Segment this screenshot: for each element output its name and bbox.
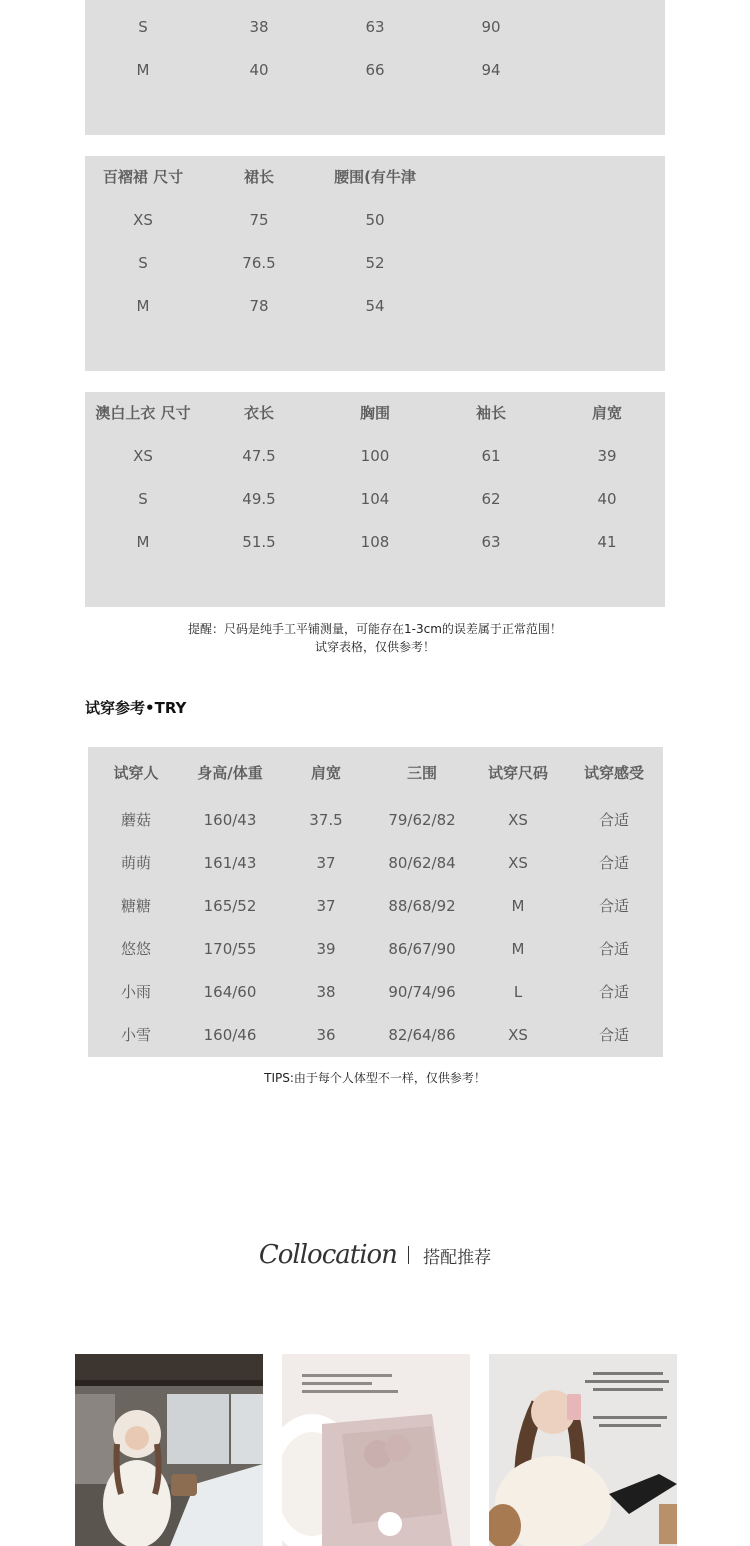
- table-cell: 86/67/90: [388, 940, 456, 958]
- table-cell: 161/43: [203, 854, 257, 872]
- photo-illustration: [282, 1354, 470, 1546]
- table-cell: XS: [508, 854, 528, 872]
- table-header-cell: 腰围(有牛津: [334, 168, 416, 186]
- table-cell: 62: [481, 490, 501, 508]
- table-cell: 小雪: [120, 1026, 151, 1044]
- table-cell: XS: [133, 211, 153, 229]
- table-cell: 104: [360, 490, 390, 508]
- table-cell: 90/74/96: [388, 983, 456, 1001]
- table-header-cell: 三围: [406, 764, 437, 782]
- table-cell: 37.5: [309, 811, 343, 829]
- table-header-row: [85, 392, 665, 435]
- table-header-cell: 试穿感受: [583, 764, 644, 782]
- table-cell: M: [136, 297, 150, 315]
- table-cell: 79/62/82: [388, 811, 456, 829]
- table-cell: 160/46: [203, 1026, 257, 1044]
- table-cell: 76.5: [242, 254, 276, 272]
- table-cell: 88/68/92: [388, 897, 456, 915]
- table-cell: M: [511, 897, 525, 915]
- table-row: [88, 928, 663, 971]
- table-cell: 38: [249, 18, 269, 36]
- table-row: [88, 1014, 663, 1057]
- table-cell: 合适: [598, 854, 629, 872]
- table-header-row: [85, 156, 665, 199]
- table-header-cell: 身高/体重: [197, 764, 263, 782]
- pink-bag-with-fur-pompoms-photo[interactable]: [282, 1354, 470, 1546]
- table-cell: 54: [365, 297, 385, 315]
- collocation-script-title: Collocation: [258, 1240, 397, 1270]
- table-cell: S: [138, 18, 148, 36]
- table-cell: M: [511, 940, 525, 958]
- try-section-title: 试穿参考•TRY: [85, 699, 187, 717]
- table-cell: S: [138, 490, 148, 508]
- table-header-cell: 胸围: [359, 404, 390, 422]
- collocation-label: 搭配推荐: [423, 1247, 492, 1268]
- table-row: [85, 6, 665, 49]
- try-tips: TIPS:由于每个人体型不一样，仅供参考！: [264, 1071, 486, 1085]
- table-cell: 合适: [598, 811, 629, 829]
- table-cell: 合适: [598, 983, 629, 1001]
- table-cell: 51.5: [242, 533, 276, 551]
- table-cell: 39: [597, 447, 617, 465]
- table-cell: 160/43: [203, 811, 257, 829]
- measurement-note: 提醒：尺码是纯手工平铺测量，可能存在1-3cm的误差属于正常范围！: [188, 622, 562, 636]
- table-header-cell: 袖长: [475, 404, 506, 422]
- table-row: [88, 799, 663, 842]
- table-cell: S: [138, 254, 148, 272]
- table-cell: 49.5: [242, 490, 276, 508]
- table-row: [88, 971, 663, 1014]
- table-header-cell: 肩宽: [591, 404, 622, 422]
- table-cell: M: [136, 533, 150, 551]
- table-cell: 164/60: [203, 983, 257, 1001]
- table-cell: 63: [365, 18, 385, 36]
- table-row: [85, 521, 665, 564]
- table-header-cell: 澳白上衣 尺寸: [95, 404, 191, 422]
- table-cell: 80/62/84: [388, 854, 456, 872]
- model-in-fluffy-coat-selfie-photo[interactable]: [489, 1354, 677, 1546]
- table-cell: 37: [316, 854, 336, 872]
- table-cell: 36: [316, 1026, 336, 1044]
- table-cell: 39: [316, 940, 336, 958]
- table-cell: 40: [597, 490, 617, 508]
- table-cell: 糖糖: [120, 897, 151, 915]
- table-row: [85, 478, 665, 521]
- table-header-cell: 衣长: [243, 404, 274, 422]
- table-cell: 108: [360, 533, 390, 551]
- table-cell: 82/64/86: [388, 1026, 456, 1044]
- table-cell: 37: [316, 897, 336, 915]
- table-row: [88, 885, 663, 928]
- table-cell: XS: [508, 811, 528, 829]
- photo-illustration: [489, 1354, 677, 1546]
- size-table-1: [85, 0, 665, 135]
- table-cell: 蘑菇: [120, 811, 151, 829]
- table-header-cell: 试穿尺码: [487, 764, 548, 782]
- size-table-skirt: [85, 156, 665, 371]
- table-cell: 悠悠: [120, 940, 151, 958]
- table-cell: 66: [365, 61, 385, 79]
- table-cell: 小雨: [120, 983, 151, 1001]
- table-cell: 52: [365, 254, 385, 272]
- table-row: [85, 285, 665, 328]
- table-cell: 合适: [598, 1026, 629, 1044]
- try-table-note: 试穿表格，仅供参考！: [314, 640, 435, 654]
- model-in-white-puffer-coat-photo[interactable]: [75, 1354, 263, 1546]
- table-header-cell: 试穿人: [113, 764, 159, 782]
- table-cell: XS: [508, 1026, 528, 1044]
- table-row: [85, 242, 665, 285]
- table-cell: 合适: [598, 940, 629, 958]
- table-cell: 50: [365, 211, 385, 229]
- table-cell: 75: [249, 211, 269, 229]
- table-cell: 100: [360, 447, 390, 465]
- table-row: [85, 199, 665, 242]
- table-cell: 63: [481, 533, 501, 551]
- table-cell: 61: [481, 447, 501, 465]
- table-header-cell: 肩宽: [310, 764, 341, 782]
- table-cell: 38: [316, 983, 336, 1001]
- table-header-row: [88, 752, 663, 795]
- collocation-header: [0, 1240, 750, 1290]
- table-row: [85, 435, 665, 478]
- table-row: [85, 49, 665, 92]
- table-cell: 170/55: [203, 940, 257, 958]
- table-cell: 165/52: [203, 897, 257, 915]
- table-cell: 78: [249, 297, 269, 315]
- table-header-cell: 百褶裙 尺寸: [102, 168, 184, 186]
- table-header-cell: 裙长: [243, 168, 274, 186]
- table-cell: 94: [481, 61, 501, 79]
- table-cell: 90: [481, 18, 501, 36]
- table-cell: 41: [597, 533, 617, 551]
- divider: [408, 1246, 409, 1264]
- table-row: [88, 842, 663, 885]
- table-cell: 萌萌: [120, 854, 151, 872]
- table-cell: 47.5: [242, 447, 276, 465]
- size-table-top: [85, 392, 665, 607]
- table-cell: XS: [133, 447, 153, 465]
- table-cell: 40: [249, 61, 269, 79]
- try-on-table: [88, 747, 663, 1057]
- table-cell: L: [513, 983, 523, 1001]
- photo-illustration: [75, 1354, 263, 1546]
- table-cell: M: [136, 61, 150, 79]
- table-cell: 合适: [598, 897, 629, 915]
